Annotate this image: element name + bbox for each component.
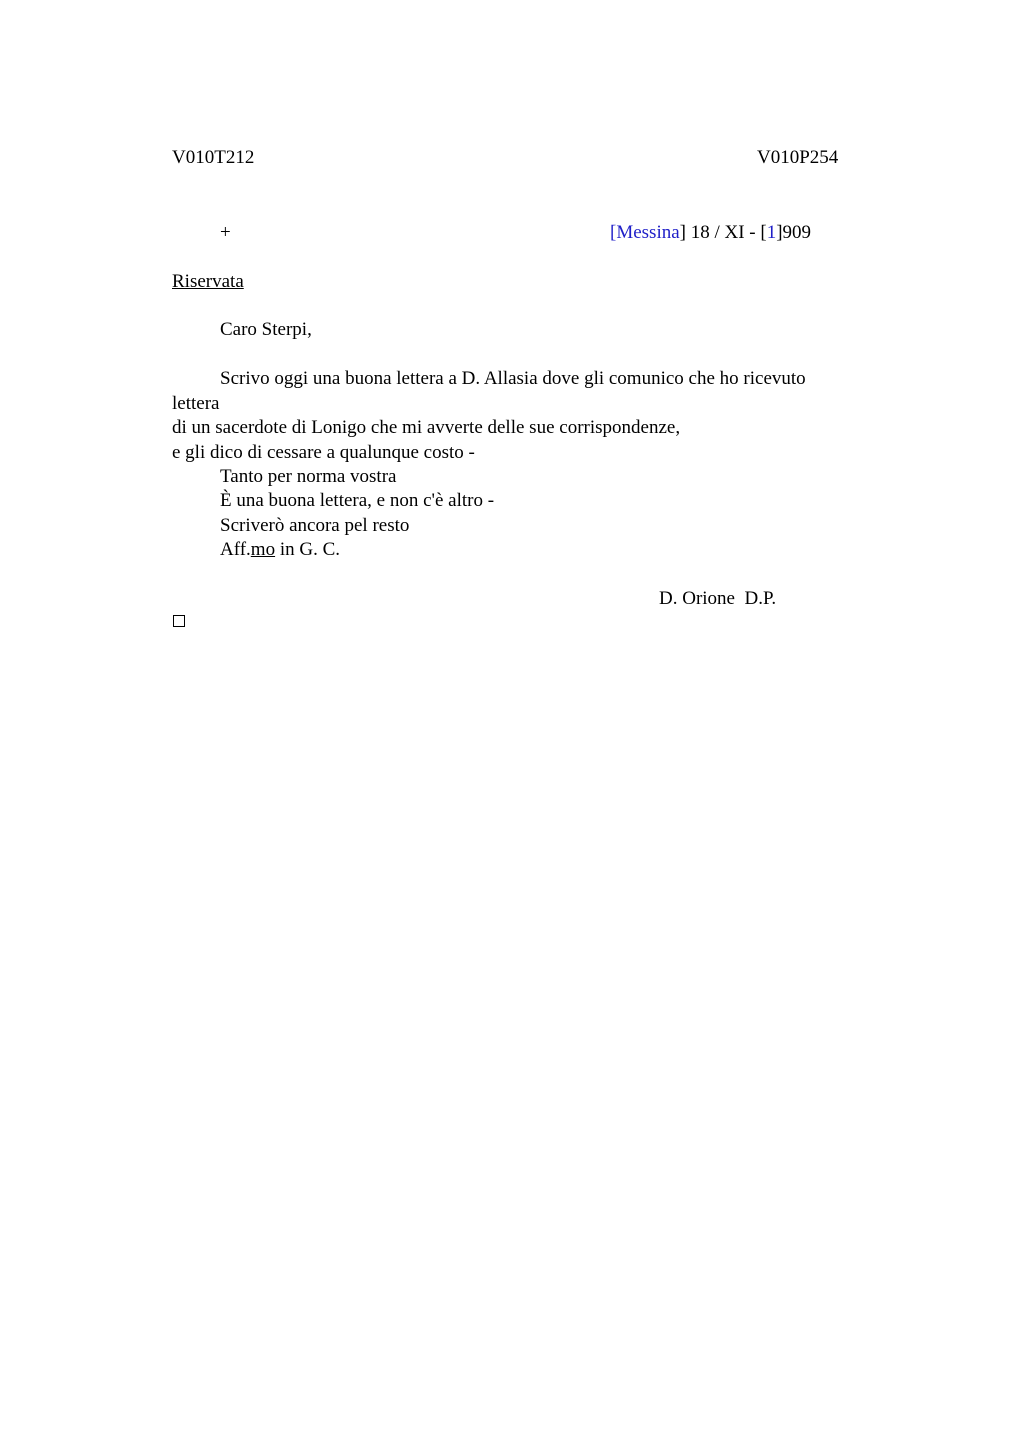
signature: D. Orione D.P. xyxy=(659,588,777,609)
body-line-4: e gli dico di cessare a qualunque costo - xyxy=(172,442,475,463)
dateline-century-digit: 1 xyxy=(766,222,777,243)
body-line-7: Scriverò ancora pel resto xyxy=(220,515,410,536)
body-line-2: lettera xyxy=(172,393,220,414)
dateline-bracket-close-2: ] xyxy=(776,222,783,243)
dateline-bracket-open-2: [ xyxy=(760,222,767,243)
salutation: Caro Sterpi, xyxy=(220,319,312,340)
closing-abbrev: mo xyxy=(250,539,276,560)
cross-symbol: + xyxy=(220,222,231,243)
dateline-place: Messina xyxy=(616,222,680,243)
body-line-6: È una buona lettera, e non c'è altro - xyxy=(220,490,495,511)
closing-suffix: in G. C. xyxy=(275,539,341,560)
dateline-date: 18 / XI - xyxy=(685,222,761,243)
body-line-3: di un sacerdote di Lonigo che mi avverte delle sue corrispondenze, xyxy=(172,417,681,438)
dateline-bracket-open: [ xyxy=(610,222,617,243)
dateline-bracket-close: ] xyxy=(679,222,686,243)
body-line-1: Scrivo oggi una buona lettera a D. Allasia dove gli comunico che ho ricevuto xyxy=(220,368,806,389)
document-code-left: V010T212 xyxy=(172,147,255,168)
closing-prefix: Aff. xyxy=(220,539,251,560)
closing-line xyxy=(220,538,340,562)
dateline xyxy=(610,221,811,245)
dateline-year: 909 xyxy=(782,222,812,243)
confidential-label: Riservata xyxy=(172,271,244,292)
end-marker-box xyxy=(173,615,185,627)
document-code-right: V010P254 xyxy=(757,147,839,168)
body-line-5: Tanto per norma vostra xyxy=(220,466,397,487)
